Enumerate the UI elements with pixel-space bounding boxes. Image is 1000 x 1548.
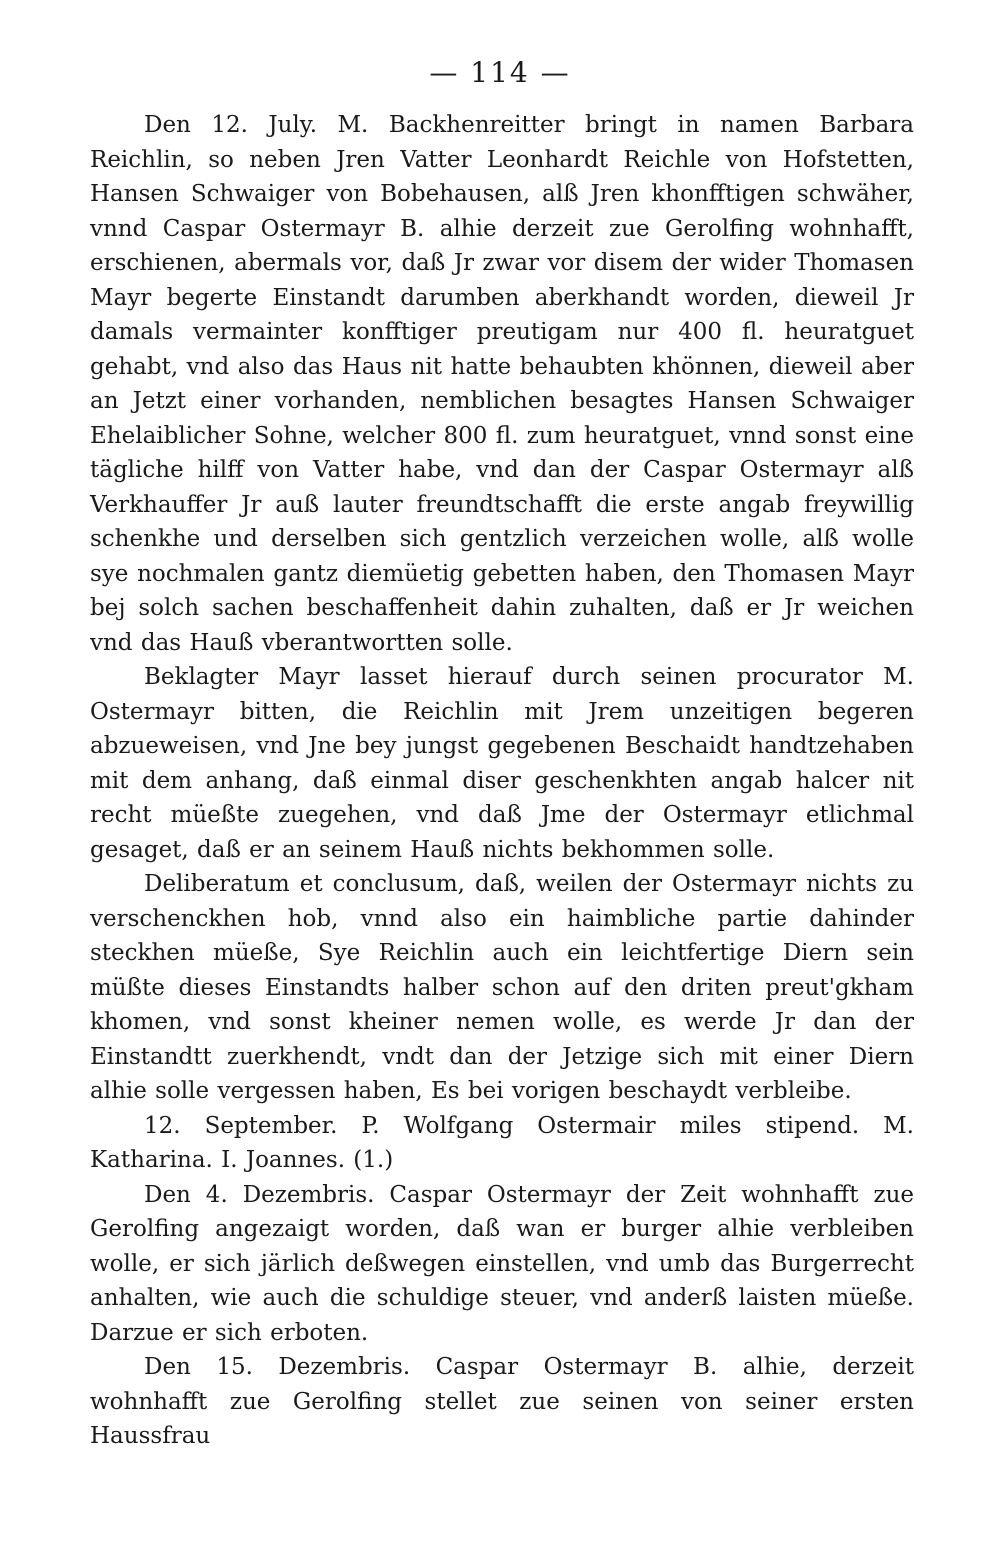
paragraph-july-12: Den 12. July. M. Backhenreitter bringt in namen Barbara Reichlin, so neben Jren Vatter Leonhardt Reichle von Hofstetten, Hansen Schwaiger von Bobehausen, alß Jren khonfftigen schwäher, vnnd Caspar Ostermayr B. alhie derzeit zue Gerolfing wohnhafft, erschienen, abermals vor, daß Jr zwar vor disem der wider Thomasen Mayr begerte Einstandt darumben aberkhandt worden, dieweil Jr damals vermainter konfftiger preutigam nur 400 fl. heuratguet gehabt, vnd also das Haus nit hatte behaubten khönnen, dieweil aber an Jetzt einer vorhanden, nemblichen besagtes Hansen Schwaiger Ehelaiblicher Sohne, welcher 800 fl. zum heuratguet, vnnd sonst eine tägliche hilff von Vatter habe, vnd dan der Caspar Ostermayr alß Verkhauffer Jr auß lauter freundtschafft die erste angab freywillig schenkhe und derselben sich gentzlich verzeichen wolle, alß wolle sye nochmalen gantz diemüetig gebetten haben, den Thomasen Mayr bej solch sachen beschaffenheit dahin zuhalten, daß er Jr weichen vnd das Hauß vberantwortten solle. (90, 112, 914, 656)
paragraph-september-12: 12. September. P. Wolfgang Ostermair miles stipend. M. Katharina. I. Joannes. (1.) (90, 1112, 914, 1173)
paragraph-december-4: Den 4. Dezembris. Caspar Ostermayr der Zeit wohnhafft zue Gerolfing angezaigt worden, daß wan er burger alhie verbleiben wolle, er sich järlich deßwegen einstellen, vnd umb das Burgerrecht anhalten, wie auch die schuldige steuer, vnd anderß laisten müeße. Darzue er sich erboten. (90, 1181, 914, 1346)
paragraph-december-15: Den 15. Dezembris. Caspar Ostermayr B. alhie, derzeit wohnhafft zue Gerolfing stellet zue seinen von seiner ersten Haussfrau (90, 1354, 914, 1449)
paragraph-deliberatum: Deliberatum et conclusum, daß, weilen der Ostermayr nichts zu verschenckhen hob, vnnd also ein haimbliche partie dahinder steckhen müeße, Sye Reichlin auch ein leichtfertige Diern sein müßte dieses Einstandts halber schon auf den driten preut'gkham khomen, vnd sonst kheiner nemen wolle, es werde Jr dan der Einstandtt zuerkhendt, vndt dan der Jetzige sich mit einer Diern alhie solle vergessen haben, Es bei vorigen beschaydt verbleibe. (90, 871, 914, 1104)
paragraph-defendant-reply: Beklagter Mayr lasset hierauf durch seinen procurator M. Ostermayr bitten, die Reichlin mit Jrem unzeitigen begeren abzueweisen, vnd Jne bey jungst gegebenen Beschaidt handtzehaben mit dem anhang, daß einmal diser geschenkhten angab halcer nit recht müeßte zuegehen, vnd daß Jme der Ostermayr etlichmal gesaget, daß er an seinem Hauß nichts bekhommen solle. (90, 664, 914, 863)
page-number: — 114 — (429, 56, 571, 89)
body-text (90, 108, 914, 1454)
